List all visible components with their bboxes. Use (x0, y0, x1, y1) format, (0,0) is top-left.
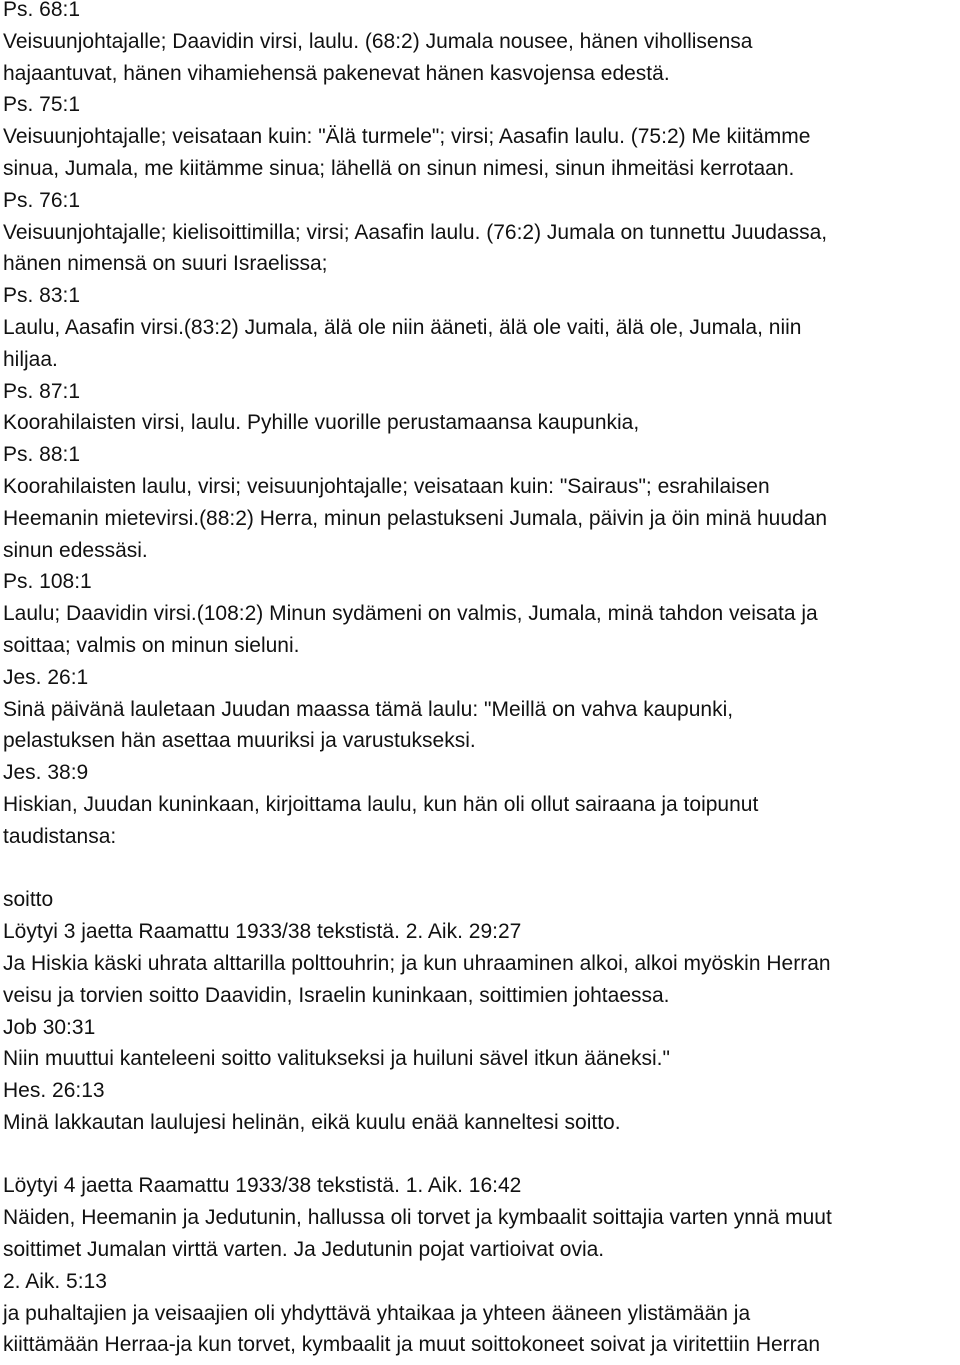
verse-text: Koorahilaisten laulu, virsi; veisuunjohtajalle; veisataan kuin: "Sairaus"; esrahilaisen (3, 474, 770, 498)
blank-line (0, 853, 960, 885)
verse-text: Veisuunjohtajalle; veisataan kuin: "Älä turmele"; virsi; Aasafin laulu. (75:2) Me kiitämme (3, 125, 811, 149)
verse-ref: Ps. 68:1 (3, 0, 81, 21)
verse-text: soittaa; valmis on minun sieluni. (3, 633, 300, 657)
verse-text: sinua, Jumala, me kiitämme sinua; lähellä on sinun nimesi, sinun ihmeitäsi kerrotaan. (3, 156, 795, 180)
verse-text: pelastuksen hän asettaa muuriksi ja varustukseksi. (3, 729, 476, 753)
verse-ref: Jes. 26:1 (3, 665, 89, 689)
verse-text: sinun edessäsi. (3, 538, 148, 562)
verse-text: Veisuunjohtajalle; Daavidin virsi, laulu. (68:2) Jumala nousee, hänen vihollisensa (3, 29, 753, 53)
verse-text: taudistansa: (3, 824, 117, 848)
search-result-summary: Löytyi 4 jaetta Raamattu 1933/38 tekstistä. 1. Aik. 16:42 (3, 1174, 522, 1198)
verse-text: Heemanin mietevirsi.(88:2) Herra, minun pelastukseni Jumala, päivin ja öin minä huudan (3, 506, 828, 530)
verse-text: Näiden, Heemanin ja Jedutunin, hallussa oli torvet ja kymbaalit soittajia varten ynnä muut (3, 1206, 832, 1230)
verse-text: soittimet Jumalan virttä varten. Ja Jedutunin pojat vartioivat ovia. (3, 1238, 605, 1262)
verse-ref: Ps. 75:1 (3, 93, 81, 117)
verse-text: Niin muuttui kanteleeni soitto valitukseksi ja huiluni sävel itkun ääneksi." (3, 1047, 670, 1071)
verse-text: hiljaa. (3, 347, 58, 371)
verse-ref: Ps. 76:1 (3, 188, 81, 212)
verse-text: hajaantuvat, hänen vihamiehensä pakenevat hänen kasvojensa edestä. (3, 61, 670, 85)
verse-text: veisu ja torvien soitto Daavidin, Israelin kuninkaan, soittimien johtaessa. (3, 983, 670, 1007)
verse-text: ja puhaltajien ja veisaajien oli yhdyttävä yhtaikaa ja yhteen ääneen ylistämään ja (3, 1301, 751, 1325)
verse-text: Laulu, Aasafin virsi.(83:2) Jumala, älä ole niin ääneti, älä ole vaiti, älä ole, Jumala, niin (3, 315, 802, 339)
search-result-summary: Löytyi 3 jaetta Raamattu 1933/38 tekstistä. 2. Aik. 29:27 (3, 920, 522, 944)
verse-ref: Hes. 26:13 (3, 1079, 105, 1103)
verse-text: Hiskian, Juudan kuninkaan, kirjoittama laulu, kun hän oli ollut sairaana ja toipunut (3, 792, 759, 816)
verse-ref: Ps. 88:1 (3, 443, 81, 467)
verse-text: Koorahilaisten virsi, laulu. Pyhille vuorille perustamaansa kaupunkia, (3, 411, 640, 435)
search-term-heading: soitto (3, 888, 54, 912)
verse-ref: Job 30:31 (3, 1015, 96, 1039)
verse-ref: 2. Aik. 5:13 (3, 1269, 107, 1293)
verse-text: Ja Hiskia käski uhrata alttarilla polttouhrin; ja kun uhraaminen alkoi, alkoi myöskin Herran (3, 951, 831, 975)
verse-ref: Ps. 87:1 (3, 379, 81, 403)
verse-ref: Jes. 38:9 (3, 761, 89, 785)
verse-text: Sinä päivänä lauletaan Juudan maassa tämä laulu: "Meillä on vahva kaupunki, (3, 697, 734, 721)
verse-text: Minä lakkautan laulujesi helinän, eikä kuulu enää kanneltesi soitto. (3, 1110, 621, 1134)
verse-text: kiittämään Herraa-ja kun torvet, kymbaalit ja muut soittokoneet soivat ja viritettiin Herran (3, 1333, 821, 1357)
verse-text: hänen nimensä on suuri Israelissa; (3, 252, 328, 276)
verse-ref: Ps. 108:1 (3, 570, 92, 594)
verse-text: Laulu; Daavidin virsi.(108:2) Minun sydämeni on valmis, Jumala, minä tahdon veisata ja (3, 602, 818, 626)
blank-line (0, 1139, 960, 1171)
verse-ref: Ps. 83:1 (3, 284, 81, 308)
verse-text: Veisuunjohtajalle; kielisoittimilla; virsi; Aasafin laulu. (76:2) Jumala on tunnettu Juudassa, (3, 220, 828, 244)
